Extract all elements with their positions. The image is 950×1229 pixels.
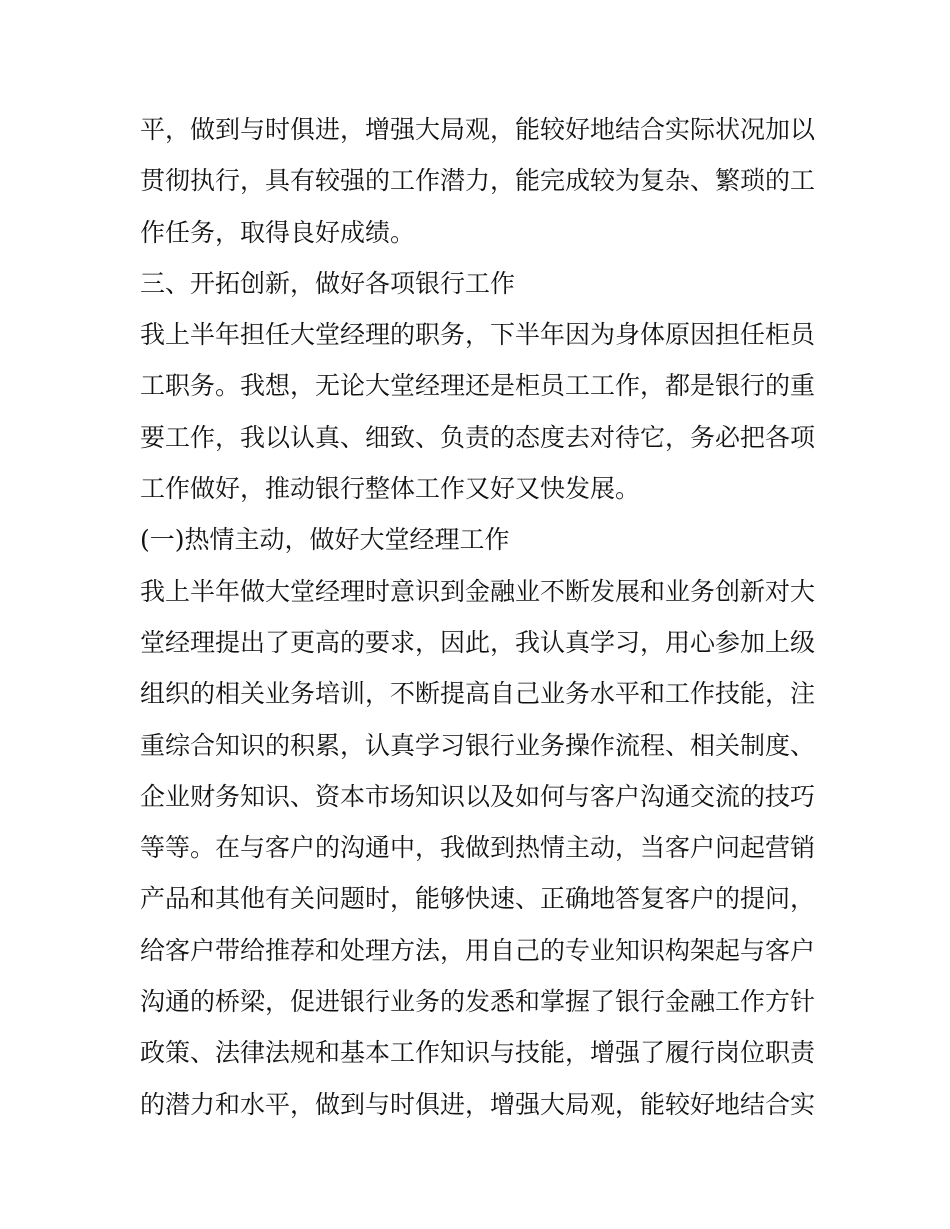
text-line: 等等。在与客户的沟通中，我做到热情主动，当客户问起营销	[140, 833, 816, 863]
text-line: 的潜力和水平，做到与时俱进，增强大局观，能较好地结合实	[140, 1089, 816, 1119]
section-heading: 三、开拓创新，做好各项银行工作	[140, 268, 516, 298]
text-line: 政策、法律法规和基本工作知识与技能，增强了履行岗位职责	[140, 1038, 816, 1068]
text-line: 给客户带给推荐和处理方法，用自己的专业知识构架起与客户	[140, 935, 816, 965]
text-line: 组织的相关业务培训，不断提高自己业务水平和工作技能，注	[140, 679, 816, 709]
text-line: 我上半年做大堂经理时意识到金融业不断发展和业务创新对大	[140, 576, 816, 606]
text-line: 作任务，取得良好成绩。	[140, 217, 416, 247]
text-line: 平，做到与时俱进，增强大局观，能较好地结合实际状况加以	[140, 115, 816, 144]
text-line: 企业财务知识、资本市场知识以及如何与客户沟通交流的技巧	[140, 781, 816, 811]
text-line: 工作做好，推动银行整体工作又好又快发展。	[140, 474, 641, 504]
text-line: 贯彻执行，具有较强的工作潜力，能完成较为复杂、繁琐的工	[140, 166, 816, 196]
text-line: 沟通的桥梁，促进银行业务的发悉和掌握了银行金融工作方针	[140, 987, 816, 1017]
text-line: 堂经理提出了更高的要求，因此，我认真学习，用心参加上级	[140, 627, 816, 657]
text-line: 工职务。我想，无论大堂经理还是柜员工工作，都是银行的重	[140, 371, 816, 401]
text-line: 要工作，我以认真、细致、负责的态度去对待它，务必把各项	[140, 422, 816, 452]
text-line: 我上半年担任大堂经理的职务，下半年因为身体原因担任柜员	[140, 320, 816, 350]
subsection-heading: (一)热情主动，做好大堂经理工作	[140, 525, 510, 555]
text-line: 重综合知识的积累，认真学习银行业务操作流程、相关制度、	[140, 730, 816, 760]
text-line: 产品和其他有关问题时，能够快速、正确地答复客户的提问，	[140, 884, 816, 914]
document-body	[140, 104, 815, 1130]
